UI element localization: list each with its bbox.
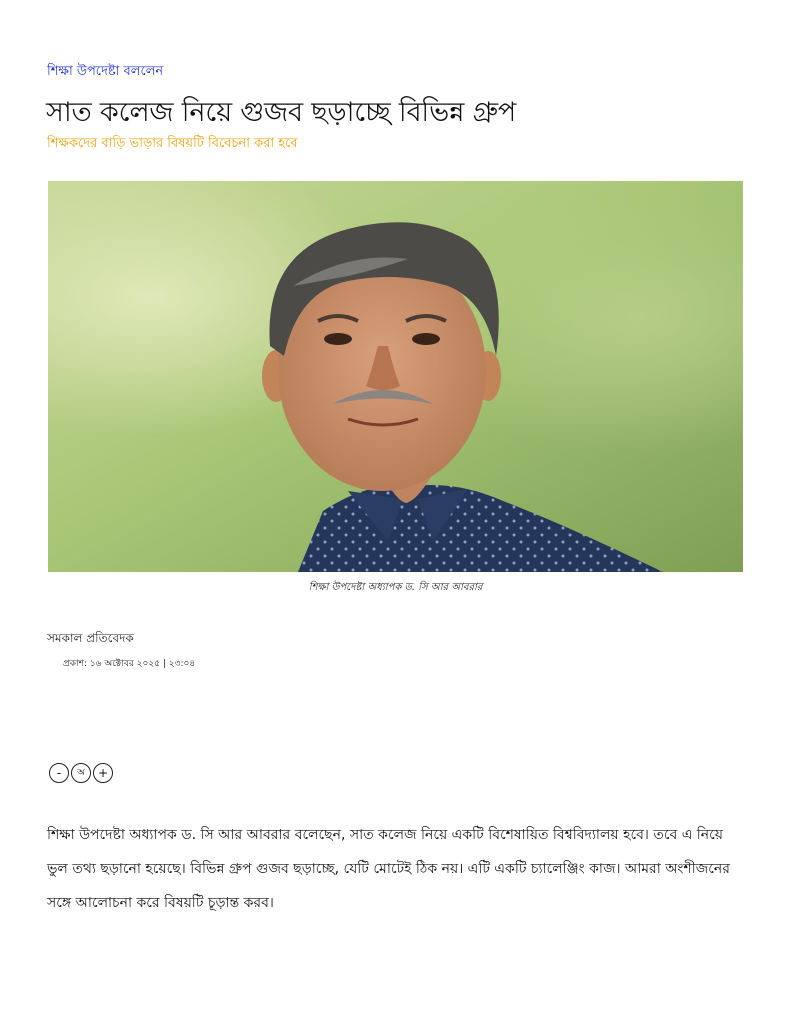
font-size-controls (49, 763, 113, 783)
kicker-link[interactable]: শিক্ষা উপদেষ্টা বললেন (47, 64, 164, 79)
article-photo (48, 181, 743, 572)
headline: সাত কলেজ নিয়ে গুজব ছড়াচ্ছে বিভিন্ন গ্রুপ (46, 97, 517, 128)
published-date: প্রকাশ: ১৬ অক্টোবর ২০২৫ | ২৩:০৪ (63, 659, 196, 669)
subheadline: শিক্ষকদের বাড়ি ভাড়ার বিষয়টি বিবেচনা করা হবে (47, 136, 298, 151)
photo-caption: শিক্ষা উপদেষ্টা অধ্যাপক ড. সি আর আবরার (308, 582, 483, 593)
byline: সমকাল প্রতিবেদক (47, 631, 134, 645)
decrease-font-button[interactable]: - (49, 763, 69, 783)
increase-font-button[interactable]: + (93, 763, 113, 783)
reset-font-button[interactable]: অ (71, 763, 91, 783)
article-body: শিক্ষা উপদেষ্টা অধ্যাপক ড. সি আর আবরার বলেছেন, সাত কলেজ নিয়ে একটি বিশেষায়িত বিশ্ববিদ্যালয় হবে। তবে এ নিয়ে ভুল তথ্য ছড়ানো হয়েছে। বিভিন্ন গ্রুপ গুজব ছড়াচ্ছে, যেটি মোটেই ঠিক নয়। এটি একটি চ্যালেঞ্জিং কাজ। আমরা অংশীজনের সঙ্গে আলোচনা করে বিষয়টি চূড়ান্ত করব। (47, 827, 730, 911)
